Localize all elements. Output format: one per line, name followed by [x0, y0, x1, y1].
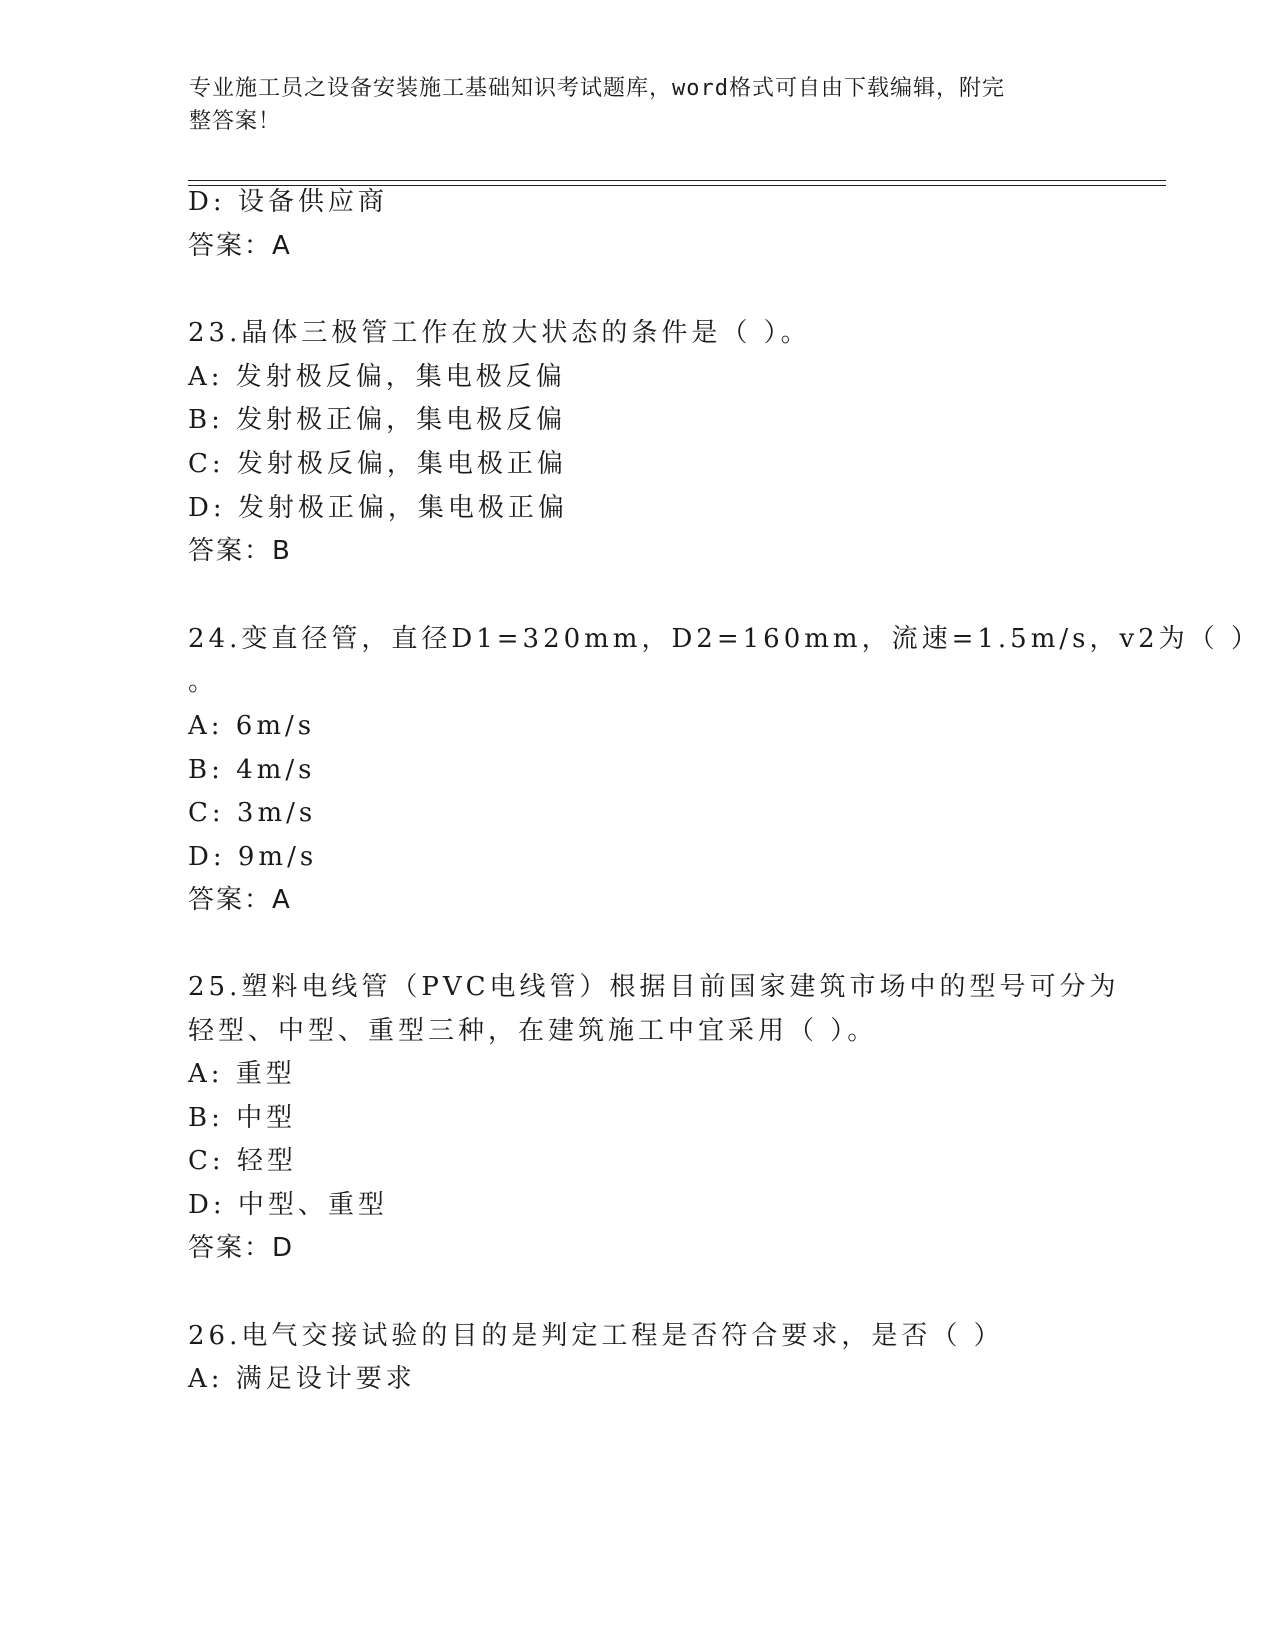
option-d: D: 设备供应商	[188, 187, 388, 217]
question-25-option-a: A: 重型	[188, 1059, 296, 1089]
question-25-answer: 答案：D	[188, 1233, 295, 1263]
question-25-option-b: B: 中型	[188, 1103, 297, 1133]
question-24-option-a: A: 6m/s	[188, 711, 316, 741]
document-header	[189, 72, 1069, 138]
question-24-answer: 答案：A	[188, 885, 292, 915]
answer-line: 答案：A	[188, 231, 292, 261]
question-24-option-b: B: 4m/s	[188, 755, 316, 785]
question-24-option-d: D: 9m/s	[188, 842, 318, 872]
question-23-option-d: D: 发射极正偏，集电极正偏	[188, 493, 568, 523]
header-line-2: 整答案！	[189, 109, 282, 134]
question-26-text: 26.电气交接试验的目的是判定工程是否符合要求，是否（ ）	[188, 1321, 1004, 1351]
question-24-text-line-2: 。	[188, 667, 219, 697]
question-24-text-line-1: 24.变直径管，直径D1=320mm，D2=160mm，流速=1.5m/s，v2为（ ）	[188, 624, 1261, 654]
header-line-1: 专业施工员之设备安装施工基础知识考试题库，word格式可自由下载编辑，附完	[189, 76, 1005, 101]
question-25-text-line-2: 轻型、中型、重型三种，在建筑施工中宜采用（ ）。	[188, 1016, 878, 1046]
question-23-option-b: B: 发射极正偏，集电极反偏	[188, 405, 567, 435]
question-25-option-c: C: 轻型	[188, 1146, 297, 1176]
question-23-answer: 答案：B	[188, 536, 292, 566]
question-26-option-a: A: 满足设计要求	[188, 1364, 416, 1394]
question-23-option-c: C: 发射极反偏，集电极正偏	[188, 449, 567, 479]
question-23-option-a: A: 发射极反偏，集电极反偏	[188, 362, 566, 392]
question-23-text: 23.晶体三极管工作在放大状态的条件是（ ）。	[188, 318, 811, 348]
header-divider-top	[188, 180, 1166, 181]
question-24-option-c: C: 3m/s	[188, 798, 317, 828]
question-25-text-line-1: 25.塑料电线管（PVC电线管）根据目前国家建筑市场中的型号可分为	[188, 972, 1120, 1002]
question-25-option-d: D: 中型、重型	[188, 1190, 388, 1220]
